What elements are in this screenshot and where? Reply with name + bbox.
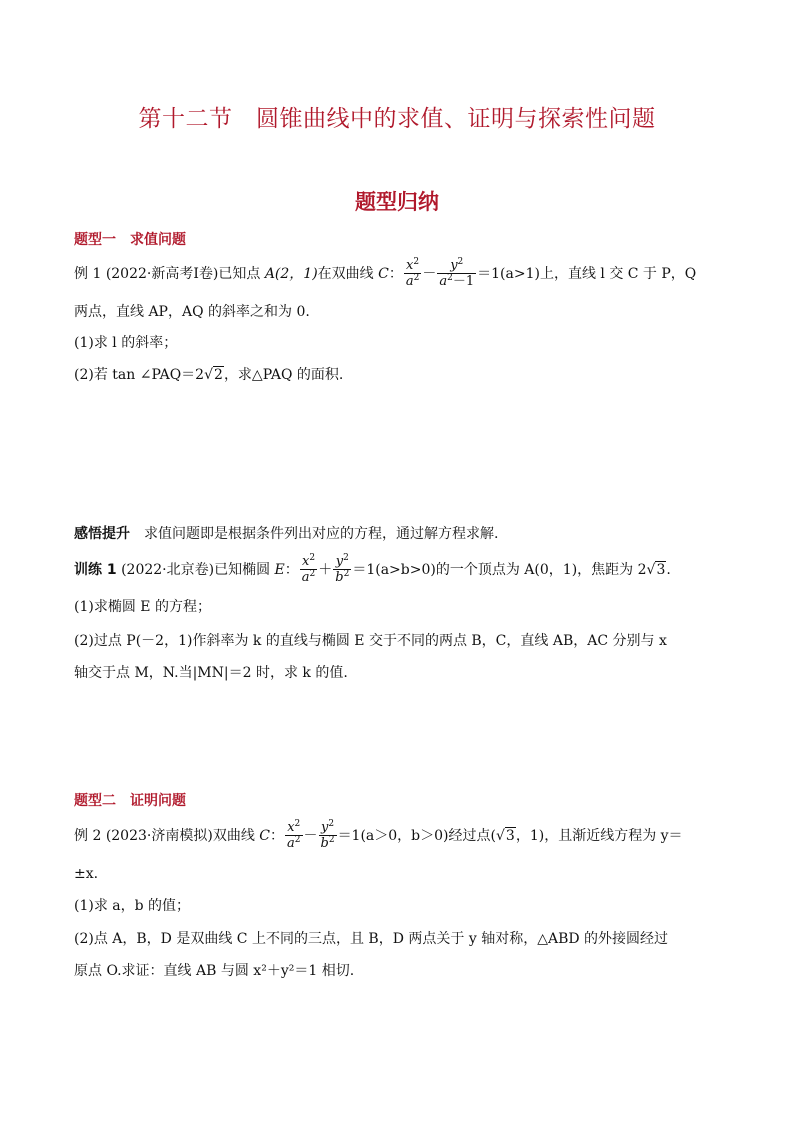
example-2-source: (2023·济南模拟) [105,828,213,844]
insight-label: 感悟提升 [74,526,130,542]
example-2-label: 例 2 [74,828,102,844]
example-1-intro: 已知点 [218,266,261,282]
example-1-part-1: (1)求 l 的斜率； [74,335,178,351]
example-2-line-2: ±x. [74,866,99,882]
exercise-1-part-2-line-1: (2)过点 P(－2，1)作斜率为 k 的直线与椭圆 E 交于不同的两点 B，C，直线 AB，AC 分别与 x [74,633,667,649]
example-1-part-2: (2)若 tan ∠PAQ＝2√2，求△PAQ 的面积. [74,367,344,383]
example-1-line-2: 两点，直线 AP，AQ 的斜率之和为 0. [74,304,310,320]
example-1-rhs: ＝1(a>1)上，直线 l 交 C 于 P，Q [477,266,697,282]
fraction-x2-a2: $\frac{x^2}{a^2}$ [405,257,420,289]
sqrt-symbol: √3 [646,562,666,578]
example-1-curve: C [378,266,389,282]
example-2-rhs-post: ，1)，且渐近线方程为 y＝ [515,828,683,844]
insight-line [74,524,498,544]
exercise-1-label: 训练 1 [74,562,117,578]
example-2-rhs-pre: ＝1(a＞0，b＞0)经过点( [337,828,496,844]
fraction-x2-a2: $\frac{x^2}{a^2}$ [287,819,301,851]
exercise-1-line-1: 训练 1 (2022·北京卷)已知椭圆 E： $\frac{x^2}{a^2}$ ＋ $\frac{y^2}{b^2}$ ＝1(a>b>0)的一个顶点为 A(0，1)，焦距为 2√3. [74,552,671,588]
fraction-y2-a2-minus-1: $\frac{y^2}{a^2-1}$ [439,257,475,289]
section-2-label: 题型二 证明问题 [74,793,186,809]
example-1-label: 例 1 [74,266,102,282]
example-1-point-a: A(2，1) [264,266,318,282]
exercise-1-intro: 已知椭圆 [214,562,271,578]
fraction-x2-a2: $\frac{x^2}{a^2}$ [301,553,316,585]
exercise-1-ellipse: E [274,562,285,578]
example-1-on-curve: 在双曲线 [317,266,374,282]
sqrt-symbol: √3 [495,828,515,844]
example-2-part-1: (1)求 a，b 的值； [74,898,191,914]
example-1-line-1: 例 1 (2022·新高考Ⅰ卷)已知点 A(2，1)在双曲线 C： $\frac{x^2}{a^2}$ － $\frac{y^2}{a^2-1}$ ＝1(a>1)上，直线 l 交 C 于 P，Q [74,257,697,289]
exercise-1-source: (2022·北京卷) [121,562,215,578]
example-1-source: (2022·新高考Ⅰ卷) [105,266,219,282]
fraction-y2-b2: $\frac{y^2}{b^2}$ [335,553,350,585]
section-1-label: 题型一 求值问题 [74,232,186,248]
exercise-1-part-1: (1)求椭圆 E 的方程； [74,599,211,615]
insight-text: 求值问题即是根据条件列出对应的方程，通过解方程求解. [144,526,499,542]
example-2-part-2-line-1: (2)点 A，B，D 是双曲线 C 上不同的三点，且 B，D 两点关于 y 轴对称，△ABD 的外接圆经过 [74,931,669,947]
exercise-1-part-2-line-2: 轴交于点 M，N.当|MN|＝2 时，求 k 的值. [74,665,348,681]
example-2-intro: 双曲线 [212,828,255,844]
example-2-part-2-line-2: 原点 O.求证：直线 AB 与圆 x²＋y²＝1 相切. [74,963,355,979]
exercise-1-rhs: ＝1(a>b>0)的一个顶点为 A(0，1)，焦距为 2 [352,562,647,578]
section-heading: 题型归纳 [355,190,439,214]
example-2-curve: C [259,828,270,844]
fraction-y2-b2: $\frac{y^2}{b^2}$ [320,819,335,851]
page-title: 第十二节 圆锥曲线中的求值、证明与探索性问题 [138,106,656,132]
sqrt-symbol: √2 [204,367,223,383]
example-2-line-1: 例 2 (2023·济南模拟)双曲线 C： $\frac{x^2}{a^2}$ － $\frac{y^2}{b^2}$ ＝1(a＞0，b＞0)经过点(√3，1)，且渐近线方程为 y＝ [74,818,683,854]
